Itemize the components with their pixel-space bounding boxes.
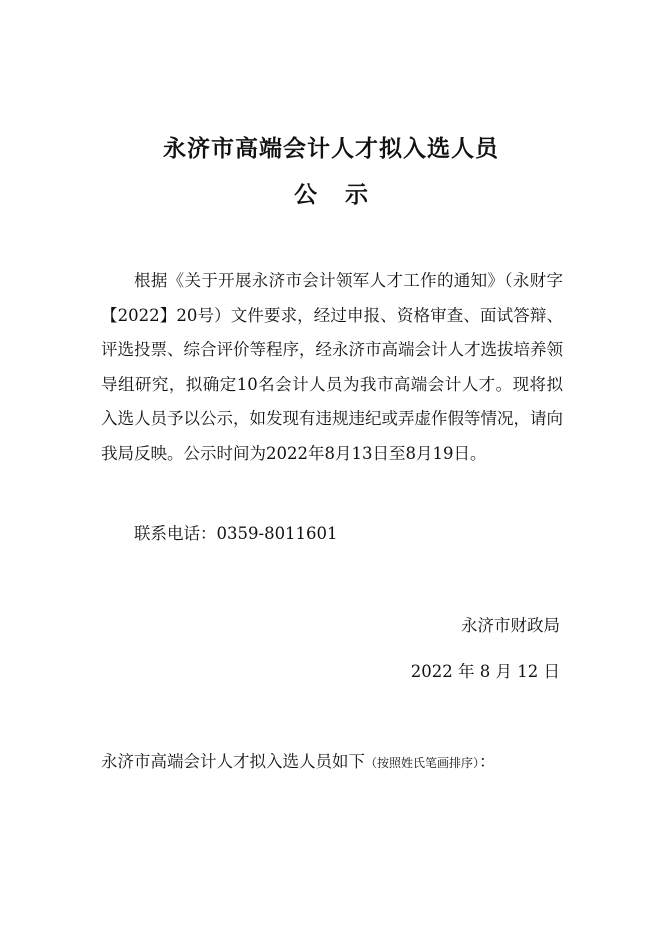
subtitle-char-2: 示 <box>345 181 368 208</box>
list-intro-main: 永济市高端会计人才拟入选人员如下 <box>101 752 365 771</box>
document-subtitle <box>0 176 662 209</box>
signature-date: 2022 年 8 月 12 日 <box>410 662 560 681</box>
list-intro-note: （按照姓氏笔画排序） <box>365 756 480 770</box>
subtitle-char-1: 公 <box>294 181 317 208</box>
list-intro-end: ： <box>479 752 496 771</box>
signature-organization: 永济市财政局 <box>461 616 560 635</box>
list-intro <box>101 750 496 775</box>
body-paragraph: 根据《关于开展永济市会计领军人才工作的通知》（永财字【2022】20号）文件要求，经过申报、资格审查、面试答辩、评选投票、综合评价等程序，经永济市高端会计人才选拔培养领导组研究，拟确定10名会计人员为我市高端会计人才。现将拟入选人员予以公示，如发现有违规违纪或弄虚作假等情况，请向我局反映。公示时间为2022年8月13日至8月19日。 <box>101 271 563 463</box>
document-title: 永济市高端会计人才拟入选人员 <box>163 135 499 162</box>
contact-phone: 联系电话：0359-8011601 <box>134 524 338 543</box>
